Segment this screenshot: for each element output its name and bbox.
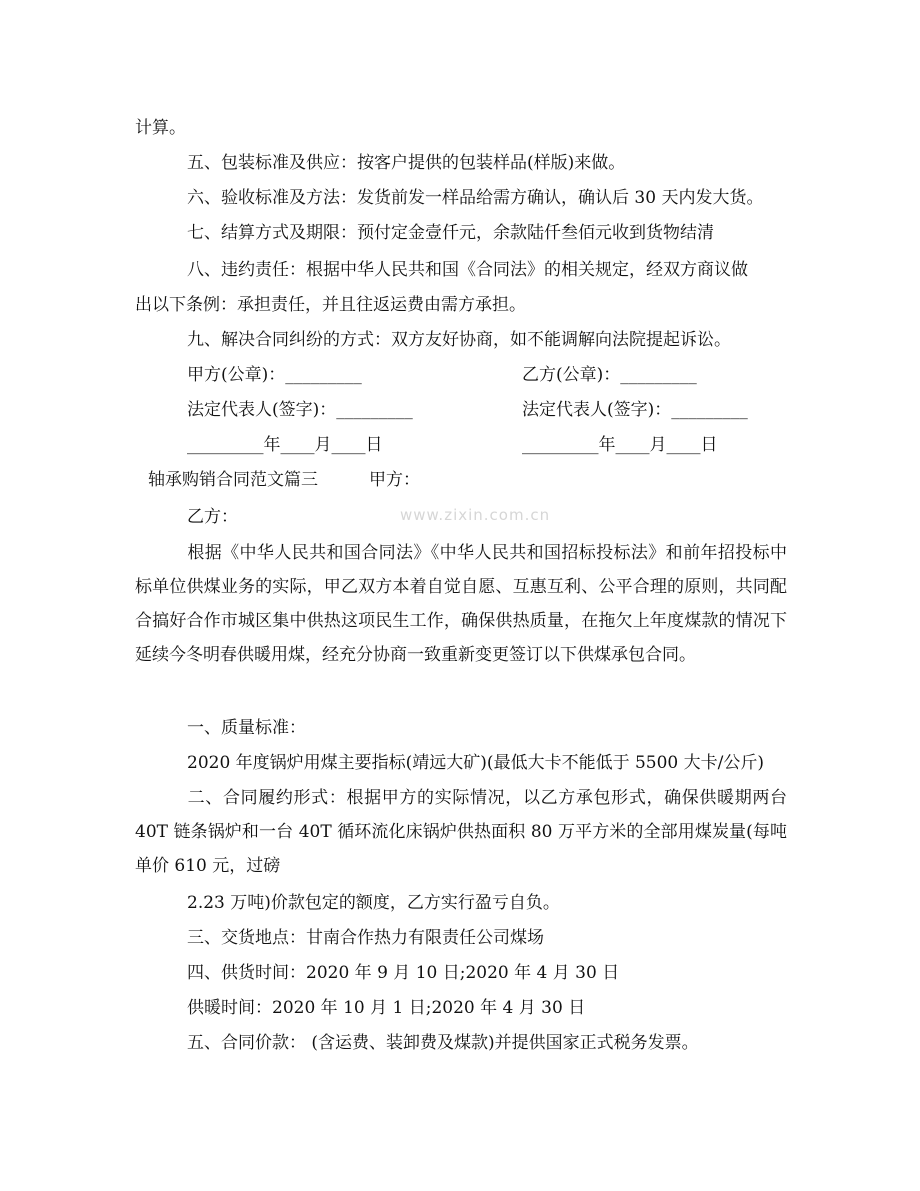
clause-performance-text: 二、合同履约形式：根据甲方的实际情况，以乙方承包形式，确保供暖期两台 40T 链条锅炉和一台 40T 循环流化床锅炉供热面积 80 万平方米的全部用煤炭量(每吨单价 610 元，过磅 (135, 788, 787, 876)
party-a-representative: 法定代表人(签字)：_________ (187, 400, 413, 420)
section-title: 轴承购销合同范文篇三 (148, 470, 318, 490)
heating-time: 供暖时间：2020 年 10 月 1 日;2020 年 4 月 30 日 (187, 998, 586, 1018)
clause-performance-paragraph (135, 781, 787, 883)
party-b-label: 乙方： (187, 507, 238, 527)
signature-row-rep (0, 393, 920, 427)
clause-liability-cont: 出以下条例：承担责任，并且往返运费由需方承担。 (135, 295, 526, 315)
clause-settlement: 七、结算方式及期限：预付定金壹仟元，余款陆仟叁佰元收到货物结清 (187, 223, 714, 243)
party-a-date: _________年____月____日 (187, 435, 383, 455)
clause-packaging: 五、包装标准及供应：按客户提供的包装样品(样版)来做。 (187, 153, 626, 173)
coal-spec: 2020 年度锅炉用煤主要指标(靖远大矿)(最低大卡不能低于 5500 大卡/公斤) (187, 753, 764, 773)
party-b-seal: 乙方(公章)：_________ (522, 365, 697, 385)
clause-liability: 八、违约责任：根据中华人民共和国《合同法》的相关规定，经双方商议做 (187, 260, 748, 280)
party-a-label: 甲方： (369, 470, 420, 490)
preamble-paragraph (135, 536, 787, 672)
text-line: 计算。 (135, 118, 186, 138)
party-a-seal: 甲方(公章)：_________ (187, 365, 362, 385)
clause-contract-price: 五、合同价款： (含运费、装卸费及煤款)并提供国家正式税务发票。 (187, 1033, 699, 1053)
party-b-representative: 法定代表人(签字)：_________ (522, 400, 748, 420)
signature-row-date (0, 428, 920, 462)
clause-supply-time: 四、供货时间：2020 年 9 月 10 日;2020 年 4 月 30 日 (187, 963, 620, 983)
clause-dispute: 九、解决合同纠纷的方式：双方友好协商，如不能调解向法院提起诉讼。 (187, 330, 731, 350)
signature-row-seal (0, 358, 920, 392)
clause-acceptance: 六、验收标准及方法：发货前发一样品给需方确认，确认后 30 天内发大货。 (187, 188, 764, 208)
clause-quality: 一、质量标准： (187, 718, 306, 738)
party-b-date: _________年____月____日 (522, 435, 718, 455)
clause-delivery-location: 三、交货地点：甘南合作热力有限责任公司煤场 (187, 928, 544, 948)
preamble-text: 根据《中华人民共和国合同法》《中华人民共和国招标投标法》和前年招投标中标单位供煤业务的实际，甲乙双方本着自觉自愿、互惠互利、公平合理的原则，共同配合搞好合作市城区集中供热这项民生工作，确保供热质量，在拖欠上年度煤款的情况下延续今冬明春供暖用煤，经充分协商一致重新变更签订以下供煤承包合同。 (135, 543, 787, 665)
watermark: www.zixin.com.cn (400, 506, 551, 524)
clause-price-quota: 2.23 万吨)价款包定的额度，乙方实行盈亏自负。 (187, 893, 560, 913)
